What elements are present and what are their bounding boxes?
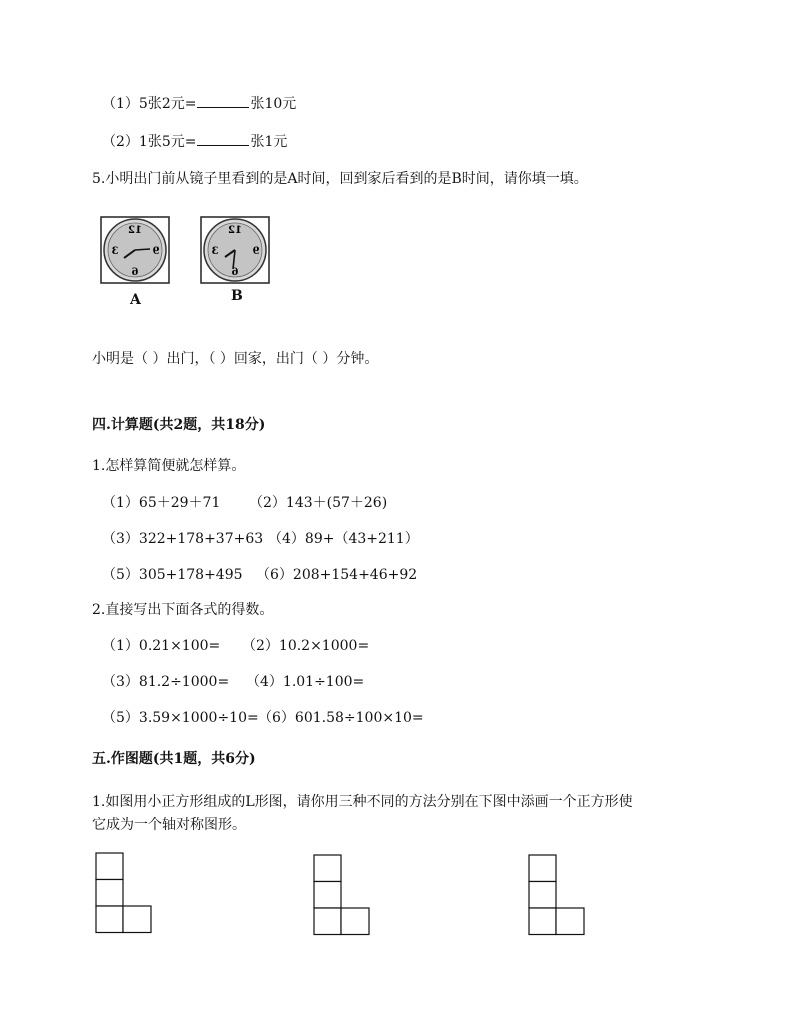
clock-b-numeral-6: 6: [231, 267, 239, 278]
clock-a-numeral-6: 6: [131, 267, 139, 278]
answer-blank[interactable]: [197, 95, 249, 108]
money-question-1-prefix: （1）5张2元=: [102, 96, 197, 112]
clock-a-minute-hand: [135, 249, 150, 250]
l-shape-figure-1: [95, 852, 153, 934]
clock-a-image: [100, 216, 170, 284]
calc-item: （4）1.01÷100=: [246, 674, 365, 690]
clock-b-numeral-3: 3: [211, 246, 219, 257]
section-4-title: 四.计算题(共2题，共18分): [92, 417, 266, 433]
question-5-text: 5.小明出门前从镜子里看到的是A时间，回到家后看到的是B时间，请你填一填。: [92, 171, 588, 187]
clock-a-numeral-3: 3: [111, 246, 119, 257]
calc-item: （6）601.58÷100×10=: [258, 710, 424, 726]
calc-item: （4）89+（43+211）: [268, 531, 419, 547]
money-question-2-prefix: （2）1张5元=: [102, 134, 197, 150]
section-5-q1-line-1: 1.如图用小正方形组成的L形图，请你用三种不同的方法分别在下图中添画一个正方形使: [92, 794, 633, 810]
l-shape-figure-3: [528, 854, 586, 936]
calc-item: （5）3.59×1000÷10=: [102, 710, 259, 726]
money-question-1-suffix: 张10元: [250, 96, 297, 112]
calc-item: （1）0.21×100=: [102, 638, 221, 654]
money-question-2-suffix: 张1元: [250, 134, 288, 150]
calc-item: （5）305+178+495: [102, 567, 243, 583]
section-5-q1-line-2: 它成为一个轴对称图形。: [92, 817, 246, 833]
answer-blank[interactable]: [197, 133, 249, 146]
clock-b-numeral-9: 9: [252, 246, 260, 257]
clock-a-label: A: [130, 292, 141, 308]
calc-item: （2）10.2×1000=: [242, 638, 370, 654]
section-5-title: 五.作图题(共1题，共6分): [92, 751, 256, 767]
clock-b-label: B: [231, 288, 243, 304]
section-4-q2-text: 2.直接写出下面各式的得数。: [92, 602, 274, 618]
section-4-q1-text: 1.怎样算简便就怎样算。: [92, 458, 246, 474]
clock-a-numeral-12: 12: [128, 225, 142, 236]
clock-a-numeral-9: 9: [152, 246, 160, 257]
clock-b-image: [200, 216, 270, 284]
l-shape-figure-2: [313, 854, 371, 936]
calc-item: （3）81.2÷1000=: [102, 674, 230, 690]
calc-item: （6）208+154+46+92: [256, 567, 418, 583]
money-question-1: [102, 95, 296, 113]
calc-item: （2）143＋(57＋26): [249, 495, 388, 511]
calc-item: （3）322+178+37+63: [102, 531, 264, 547]
question-5-answer-line: 小明是（ ）出门，（ ）回家，出门（ ）分钟。: [92, 351, 379, 367]
calc-item: （1）65＋29＋71: [102, 495, 221, 511]
clock-b-numeral-12: 12: [228, 225, 242, 236]
money-question-2: [102, 133, 287, 151]
